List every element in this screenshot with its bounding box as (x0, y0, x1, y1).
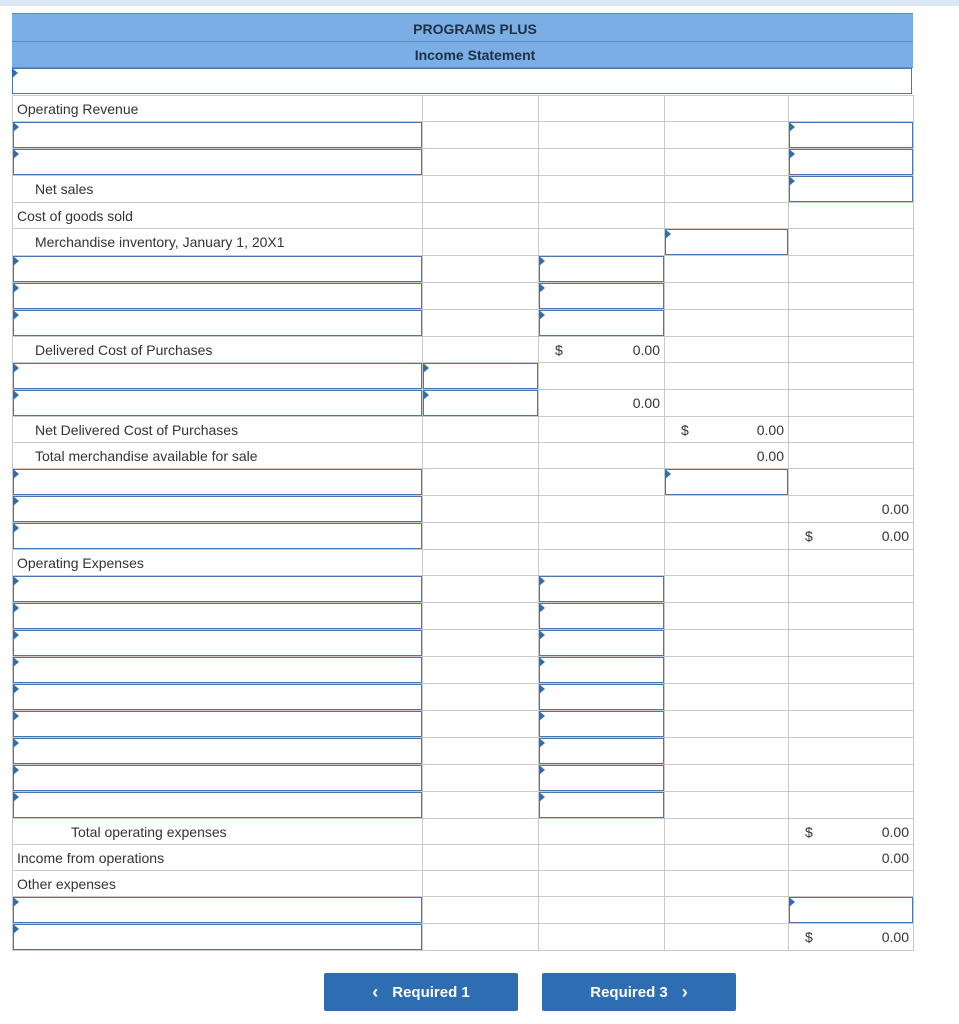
required-3-label: Required 3 (590, 983, 668, 1001)
other-expense-account-input[interactable] (13, 897, 422, 923)
table-row (13, 176, 914, 203)
expense-account-input-3[interactable] (13, 630, 422, 656)
delivered-cost-value: 0.00 (632, 341, 660, 358)
table-row (13, 149, 914, 176)
revenue-amount-input-1[interactable] (789, 122, 913, 148)
expense-account-input-4[interactable] (13, 657, 422, 683)
cogs-label-input[interactable] (13, 496, 422, 522)
table-row (13, 337, 914, 363)
expense-account-input-6[interactable] (13, 711, 422, 737)
ending-inventory-amount-input[interactable] (665, 469, 788, 495)
returns-account-input-1[interactable] (13, 363, 422, 389)
gross-profit-label-input[interactable] (13, 523, 422, 549)
table-row (13, 229, 914, 256)
chevron-right-icon: › (681, 982, 688, 1002)
expense-amount-input-6[interactable] (539, 711, 664, 737)
income-statement-grid (12, 95, 914, 951)
statement-header (12, 13, 913, 68)
total-operating-expenses-amount (789, 824, 913, 840)
table-row (13, 496, 914, 523)
label-operating-revenue: Operating Revenue (13, 96, 423, 122)
date-heading-input[interactable] (12, 68, 912, 94)
beginning-inventory-input[interactable] (665, 229, 788, 255)
net-delivered-cost-value: 0.00 (756, 421, 784, 438)
table-row (13, 256, 914, 283)
required-1-label: Required 1 (392, 983, 470, 1001)
table-row (13, 550, 914, 576)
revenue-account-input-2[interactable] (13, 149, 422, 175)
table-row (13, 684, 914, 711)
purchases-account-input-1[interactable] (13, 256, 422, 282)
table-row (13, 897, 914, 924)
expense-amount-input-1[interactable] (539, 576, 664, 602)
expense-account-input-7[interactable] (13, 738, 422, 764)
table-row (13, 310, 914, 337)
table-row (13, 417, 914, 443)
expense-account-input-5[interactable] (13, 684, 422, 710)
net-sales-amount-input[interactable] (789, 176, 913, 202)
table-row (13, 792, 914, 819)
total-operating-expenses-value: 0.00 (881, 823, 909, 840)
income-from-operations-value: 0.00 (881, 849, 909, 866)
company-name: PROGRAMS PLUS (413, 21, 537, 37)
dollar-sign: $ (681, 421, 689, 438)
required-1-button[interactable] (324, 973, 518, 1011)
returns-amount-input-1[interactable] (423, 363, 538, 389)
chevron-left-icon: ‹ (372, 982, 379, 1002)
expense-amount-input-4[interactable] (539, 657, 664, 683)
dollar-sign: $ (805, 929, 813, 945)
table-row (13, 845, 914, 871)
label-net-sales: Net sales (13, 176, 423, 203)
net-delivered-cost-amount (665, 422, 788, 438)
table-row (13, 871, 914, 897)
expense-amount-input-2[interactable] (539, 603, 664, 629)
label-merchandise-inventory: Merchandise inventory, January 1, 20X1 (13, 229, 423, 256)
table-row (13, 819, 914, 845)
expense-amount-input-8[interactable] (539, 765, 664, 791)
label-cost-of-goods-sold: Cost of goods sold (13, 203, 423, 229)
expense-amount-input-9[interactable] (539, 792, 664, 818)
returns-total-value: 0.00 (632, 395, 660, 411)
table-row (13, 738, 914, 765)
table-row (13, 657, 914, 684)
table-row (13, 523, 914, 550)
expense-account-input-1[interactable] (13, 576, 422, 602)
table-row (13, 630, 914, 657)
revenue-amount-input-2[interactable] (789, 149, 913, 175)
total-merch-available-value: 0.00 (756, 447, 784, 464)
top-strip (0, 0, 959, 6)
returns-account-input-2[interactable] (13, 390, 422, 416)
label-total-operating-expenses: Total operating expenses (13, 819, 423, 845)
purchases-amount-input-1[interactable] (539, 256, 664, 282)
returns-total-amount (539, 395, 664, 411)
dollar-sign: $ (805, 823, 813, 840)
net-income-label-input[interactable] (13, 924, 422, 950)
revenue-account-input-1[interactable] (13, 122, 422, 148)
expense-amount-input-3[interactable] (539, 630, 664, 656)
dollar-sign: $ (555, 341, 563, 358)
table-row (13, 122, 914, 149)
table-row (13, 711, 914, 738)
total-merch-available-amount (665, 448, 788, 464)
expense-account-input-8[interactable] (13, 765, 422, 791)
expense-amount-input-7[interactable] (539, 738, 664, 764)
ending-inventory-label-input[interactable] (13, 469, 422, 495)
net-income-value: 0.00 (881, 929, 909, 945)
cogs-value: 0.00 (881, 501, 909, 517)
table-row (13, 390, 914, 417)
label-delivered-cost: Delivered Cost of Purchases (13, 337, 423, 363)
expense-account-input-9[interactable] (13, 792, 422, 818)
purchases-amount-input-3[interactable] (539, 310, 664, 336)
required-3-button[interactable] (542, 973, 736, 1011)
table-row (13, 283, 914, 310)
purchases-amount-input-2[interactable] (539, 283, 664, 309)
gross-profit-amount (789, 528, 913, 544)
statement-title: Income Statement (414, 47, 536, 63)
returns-amount-input-2[interactable] (423, 390, 538, 416)
table-row (13, 576, 914, 603)
purchases-account-input-2[interactable] (13, 283, 422, 309)
label-total-merch-available: Total merchandise available for sale (13, 443, 423, 469)
expense-amount-input-5[interactable] (539, 684, 664, 710)
cogs-amount (789, 501, 913, 517)
table-row (13, 603, 914, 630)
table-row (13, 203, 914, 229)
dollar-sign: $ (805, 528, 813, 544)
table-row (13, 363, 914, 390)
expense-account-input-2[interactable] (13, 603, 422, 629)
header-divider (12, 41, 913, 42)
table-row (13, 96, 914, 122)
other-expense-amount-input[interactable] (789, 897, 913, 923)
gross-profit-value: 0.00 (881, 528, 909, 544)
delivered-cost-amount (539, 342, 664, 358)
label-net-delivered-cost: Net Delivered Cost of Purchases (13, 417, 423, 443)
label-income-from-operations: Income from operations (13, 845, 423, 871)
label-other-expenses: Other expenses (13, 871, 423, 897)
net-income-amount (789, 929, 913, 945)
table-row (13, 469, 914, 496)
purchases-account-input-3[interactable] (13, 310, 422, 336)
table-row (13, 924, 914, 951)
label-operating-expenses: Operating Expenses (13, 550, 423, 576)
income-from-operations-amount (789, 850, 913, 866)
table-row (13, 443, 914, 469)
table-row (13, 765, 914, 792)
